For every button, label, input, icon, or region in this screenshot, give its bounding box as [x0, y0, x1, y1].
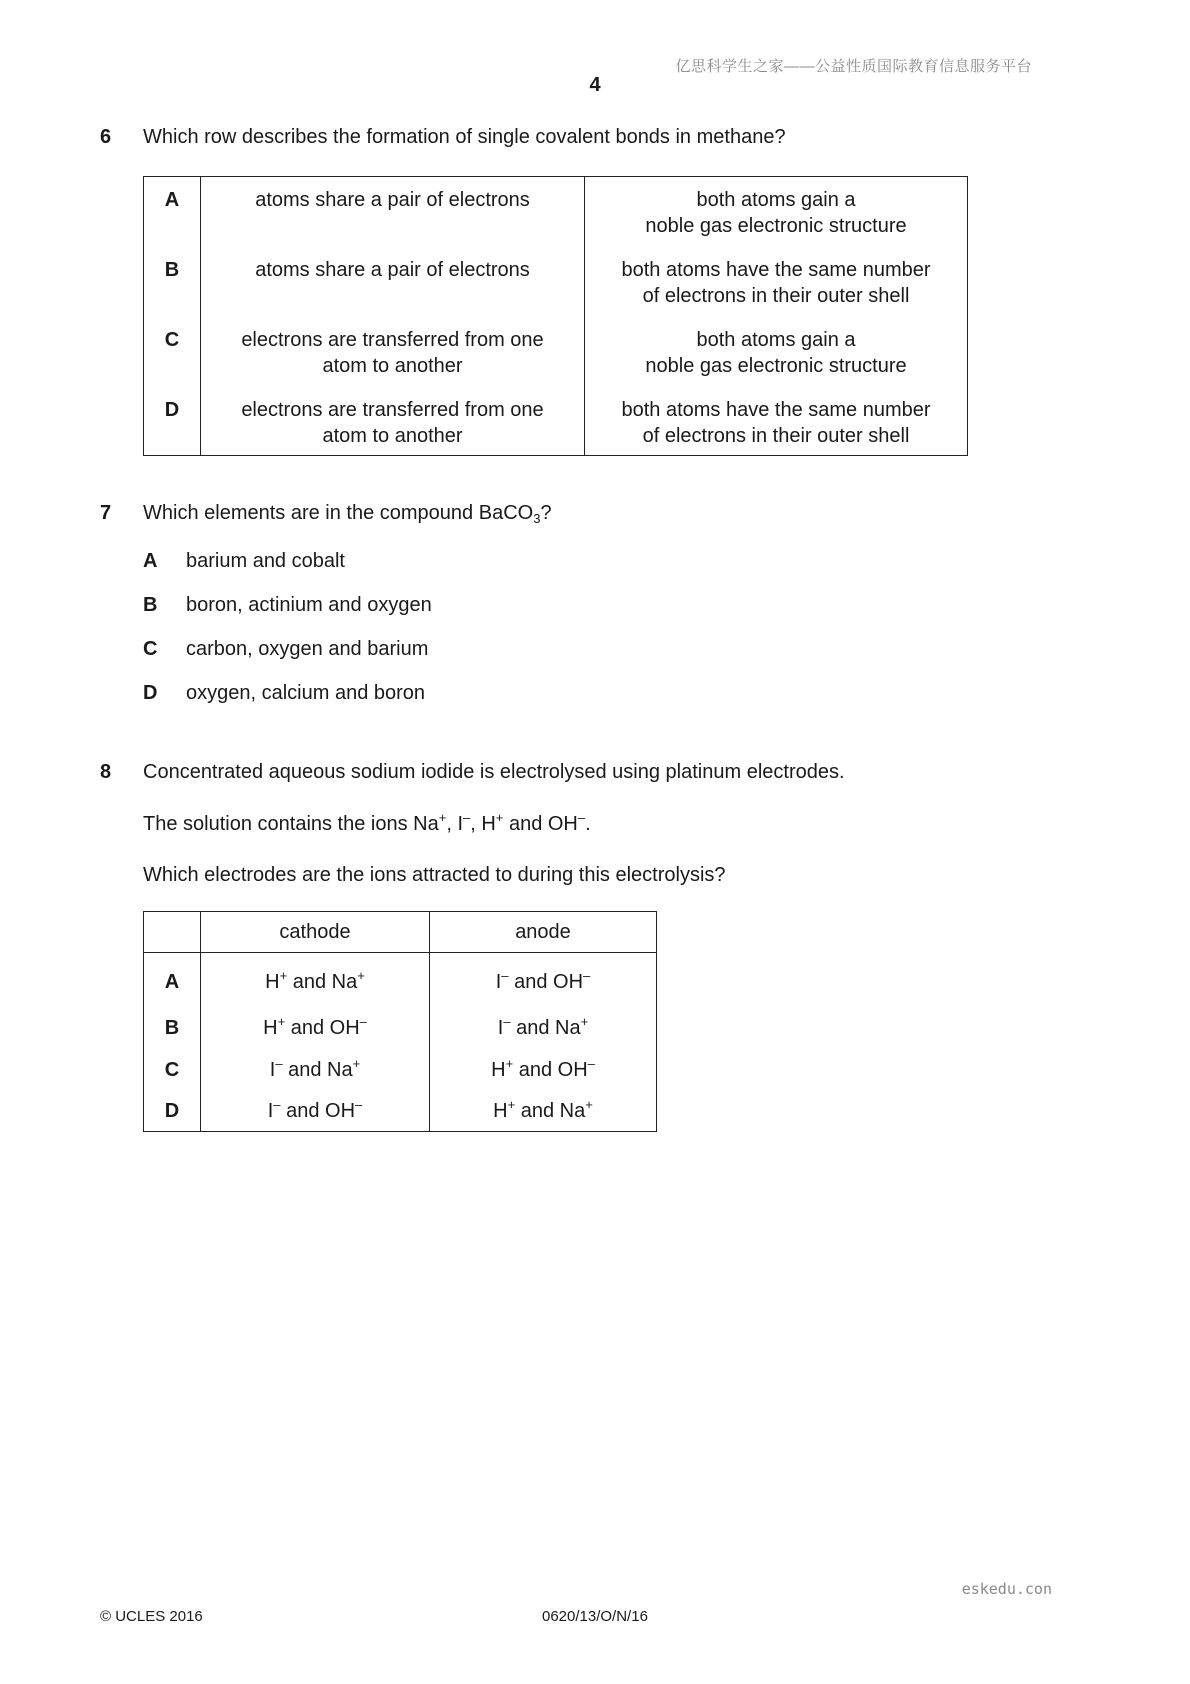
cell-line: of electrons in their outer shell: [642, 425, 910, 447]
anode-ions: [430, 1007, 657, 1049]
ion: I: [267, 1099, 274, 1122]
table-row: [144, 953, 657, 1008]
question-6-options-table: [143, 176, 968, 456]
cathode-ions: [201, 1007, 430, 1049]
table-header-row: [144, 912, 657, 953]
option-col1: [201, 248, 585, 318]
anode-ions: [430, 1049, 657, 1091]
conjunction: and: [508, 970, 554, 993]
charge: +: [505, 1055, 514, 1071]
question-6-number: 6: [100, 126, 112, 148]
charge: +: [357, 967, 365, 983]
header-cathode: cathode: [201, 912, 430, 953]
charge: +: [277, 1013, 286, 1029]
option-letter: D: [143, 682, 158, 704]
ion: OH: [557, 1058, 588, 1081]
cell-line: atom to another: [322, 425, 463, 447]
question-8-line3: Which electrodes are the ions attracted to during this electrolysis?: [143, 864, 726, 886]
ion: H: [265, 970, 280, 993]
option-letter: B: [144, 248, 201, 318]
text-part: and OH: [503, 813, 578, 835]
question-8-line2: [143, 810, 591, 836]
conjunction: and: [515, 1099, 560, 1122]
table-row: [144, 388, 968, 456]
cell-line: noble gas electronic structure: [645, 355, 907, 377]
option-col1: [201, 388, 585, 456]
charge: –: [583, 967, 591, 983]
option-letter: B: [143, 594, 158, 616]
ion: H: [263, 1016, 278, 1039]
text-part: , I: [446, 813, 463, 835]
charge: +: [580, 1013, 589, 1029]
footer-watermark: eskedu.con: [961, 1580, 1052, 1598]
charge: –: [355, 1096, 363, 1112]
cell-line: both atoms gain a: [696, 329, 856, 351]
charge: –: [587, 1055, 595, 1071]
ion: I: [269, 1058, 276, 1081]
charge: +: [279, 967, 288, 983]
charge: –: [275, 1055, 283, 1071]
option-col1: [201, 177, 585, 249]
subscript: 3: [533, 511, 541, 526]
option-col2: [585, 388, 968, 456]
superscript: –: [577, 810, 586, 825]
table-row: [144, 248, 968, 318]
superscript: –: [463, 810, 471, 825]
table-row: [144, 318, 968, 388]
ion: H: [491, 1058, 506, 1081]
table-row: [144, 1007, 657, 1049]
question-7-text: [143, 502, 552, 525]
conjunction: and: [280, 1099, 326, 1122]
charge: –: [359, 1013, 367, 1029]
option-col2: [585, 177, 968, 249]
option-letter: D: [144, 1091, 201, 1132]
cathode-ions: [201, 953, 430, 1008]
question-7-number: 7: [100, 502, 112, 524]
table-row: [144, 1049, 657, 1091]
option-letter: C: [144, 318, 201, 388]
text-part: Which elements are in the compound BaCO: [143, 502, 534, 524]
ion: Na: [559, 1099, 586, 1122]
conjunction: and: [287, 970, 332, 993]
cell-line: both atoms have the same number: [621, 399, 931, 421]
text-part: ?: [540, 502, 552, 524]
option-letter: B: [144, 1007, 201, 1049]
charge: –: [273, 1096, 281, 1112]
charge: +: [585, 1096, 593, 1112]
charge: +: [352, 1055, 361, 1071]
cell-line: atoms share a pair of electrons: [255, 189, 530, 211]
option-letter: A: [144, 953, 201, 1008]
header-empty: [144, 912, 201, 953]
text-part: The solution contains the ions Na: [143, 813, 439, 835]
ion: H: [493, 1099, 508, 1122]
header-watermark: 亿思科学生之家——公益性质国际教育信息服务平台: [675, 58, 1032, 75]
cathode-ions: [201, 1091, 430, 1132]
text-part: , H: [470, 813, 496, 835]
question-8-number: 8: [100, 761, 112, 783]
option-col1: [201, 318, 585, 388]
superscript: +: [438, 810, 447, 825]
footer-copyright: © UCLES 2016: [100, 1608, 203, 1625]
option-text: barium and cobalt: [186, 550, 345, 572]
cell-line: electrons are transferred from one: [241, 399, 544, 421]
question-8-line1: Concentrated aqueous sodium iodide is electrolysed using platinum electrodes.: [143, 761, 845, 783]
cathode-ions: [201, 1049, 430, 1091]
conjunction: and: [282, 1058, 328, 1081]
ion: Na: [555, 1016, 581, 1039]
option-col2: [585, 318, 968, 388]
cell-line: both atoms gain a: [696, 189, 856, 211]
charge: –: [501, 967, 509, 983]
ion: OH: [329, 1016, 360, 1039]
option-letter: C: [143, 638, 158, 660]
option-letter: D: [144, 388, 201, 456]
ion: I: [497, 1016, 504, 1039]
ion: Na: [331, 970, 358, 993]
option-text: oxygen, calcium and boron: [186, 682, 426, 704]
cell-line: electrons are transferred from one: [241, 329, 544, 351]
cell-line: atoms share a pair of electrons: [255, 259, 530, 281]
conjunction: and: [513, 1058, 558, 1081]
ion: OH: [553, 970, 584, 993]
question-8-options-table: [143, 911, 657, 1132]
table-row: [144, 177, 968, 249]
conjunction: and: [510, 1016, 556, 1039]
ion: Na: [327, 1058, 353, 1081]
charge: +: [507, 1096, 516, 1112]
footer-paper-code: 0620/13/O/N/16: [542, 1608, 648, 1625]
ion: OH: [325, 1099, 356, 1122]
option-text: boron, actinium and oxygen: [186, 594, 432, 616]
anode-ions: [430, 953, 657, 1008]
table-row: [144, 1091, 657, 1132]
question-6-text: Which row describes the formation of single covalent bonds in methane?: [143, 126, 786, 148]
page-number: 4: [589, 74, 601, 96]
option-letter: A: [144, 177, 201, 249]
option-letter: C: [144, 1049, 201, 1091]
conjunction: and: [285, 1016, 330, 1039]
text-part: .: [585, 813, 591, 835]
header-anode: anode: [430, 912, 657, 953]
anode-ions: [430, 1091, 657, 1132]
cell-line: noble gas electronic structure: [645, 215, 907, 237]
option-letter: A: [143, 550, 158, 572]
option-col2: [585, 248, 968, 318]
cell-line: atom to another: [322, 355, 463, 377]
option-text: carbon, oxygen and barium: [186, 638, 429, 660]
superscript: +: [495, 810, 504, 825]
charge: –: [503, 1013, 511, 1029]
cell-line: of electrons in their outer shell: [642, 285, 910, 307]
cell-line: both atoms have the same number: [621, 259, 931, 281]
ion: I: [495, 970, 502, 993]
